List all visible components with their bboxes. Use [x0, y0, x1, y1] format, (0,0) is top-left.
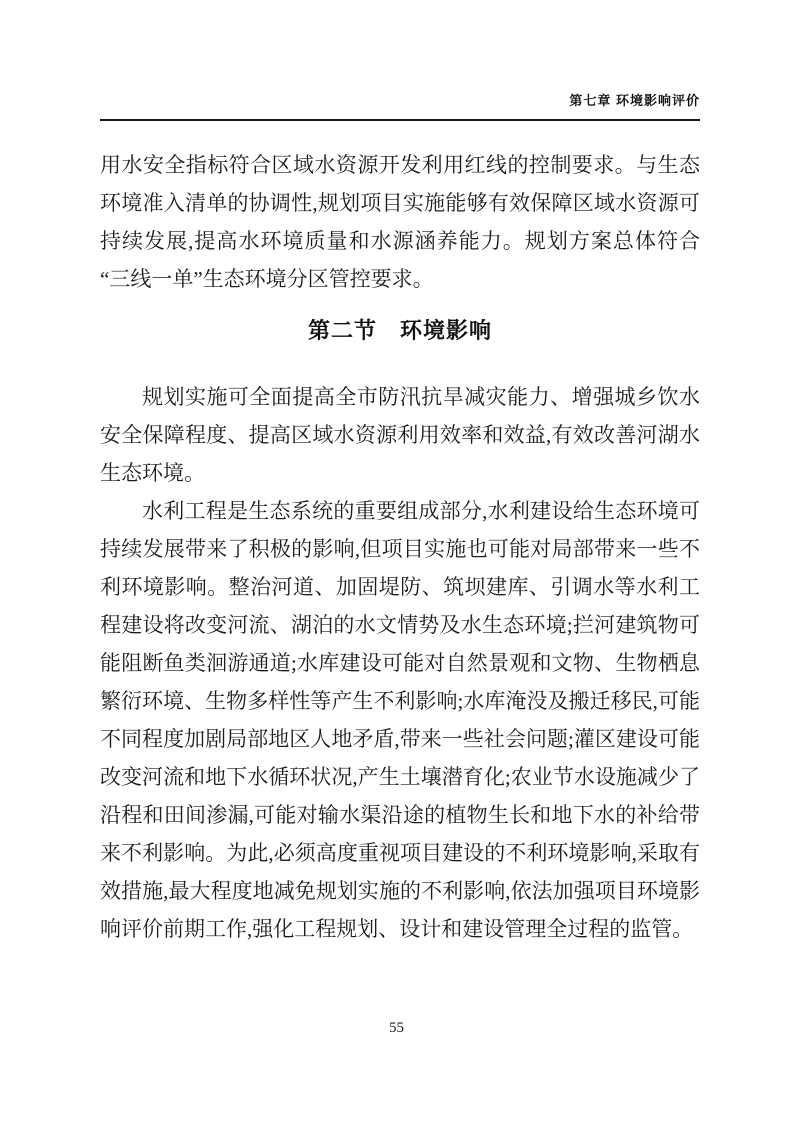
page-body: [100, 146, 700, 948]
paragraph-plan-benefits: 规划实施可全面提高全市防汛抗旱减灾能力、增强城乡饮水安全保障程度、提高区域水资源利用效率和效益,有效改善河湖水生态环境。: [100, 385, 700, 485]
page-number: 55: [389, 1020, 404, 1036]
running-header: [100, 90, 700, 109]
chapter-title: 第七章 环境影响评价: [569, 93, 700, 108]
section-heading: 第二节 环境影响: [307, 318, 492, 343]
paragraph-adverse-environmental-impacts: 水利工程是生态系统的重要组成部分,水利建设给生态环境可持续发展带来了积极的影响,但项目实施也可能对局部带来一些不利环境影响。整治河道、加固堤防、筑坝建库、引调水等水利工程建设将改变河流、湖泊的水文情势及水生态环境;拦河建筑物可能阻断鱼类洄游通道;水库建设可能对自然景观和文物、生物栖息繁衍环境、生物多样性等产生不利影响;水库淹没及搬迁移民,可能不同程度加剧局部地区人地矛盾,带来一些社会问题;灌区建设可能改变河流和地下水循环状况,产生土壤潜育化;农业节水设施减少了沿程和田间渗漏,可能对输水渠沿途的植物生长和地下水的补给带来不利影响。为此,必须高度重视项目建设的不利环境影响,采取有效措施,最大程度地减免规划实施的不利影响,依法加强项目环境影响评价前期工作,强化工程规划、设计和建设管理全过程的监管。: [100, 499, 700, 941]
paragraph-water-redline-compliance: 用水安全指标符合区域水资源开发利用红线的控制要求。与生态环境准入清单的协调性,规划项目实施能够有效保障区域水资源可持续发展,提高水环境质量和水源涵养能力。规划方案总体符合“三线一单”生态环境分区管控要求。: [100, 153, 700, 291]
page-footer: [0, 1020, 793, 1037]
header-rule: [100, 119, 700, 121]
